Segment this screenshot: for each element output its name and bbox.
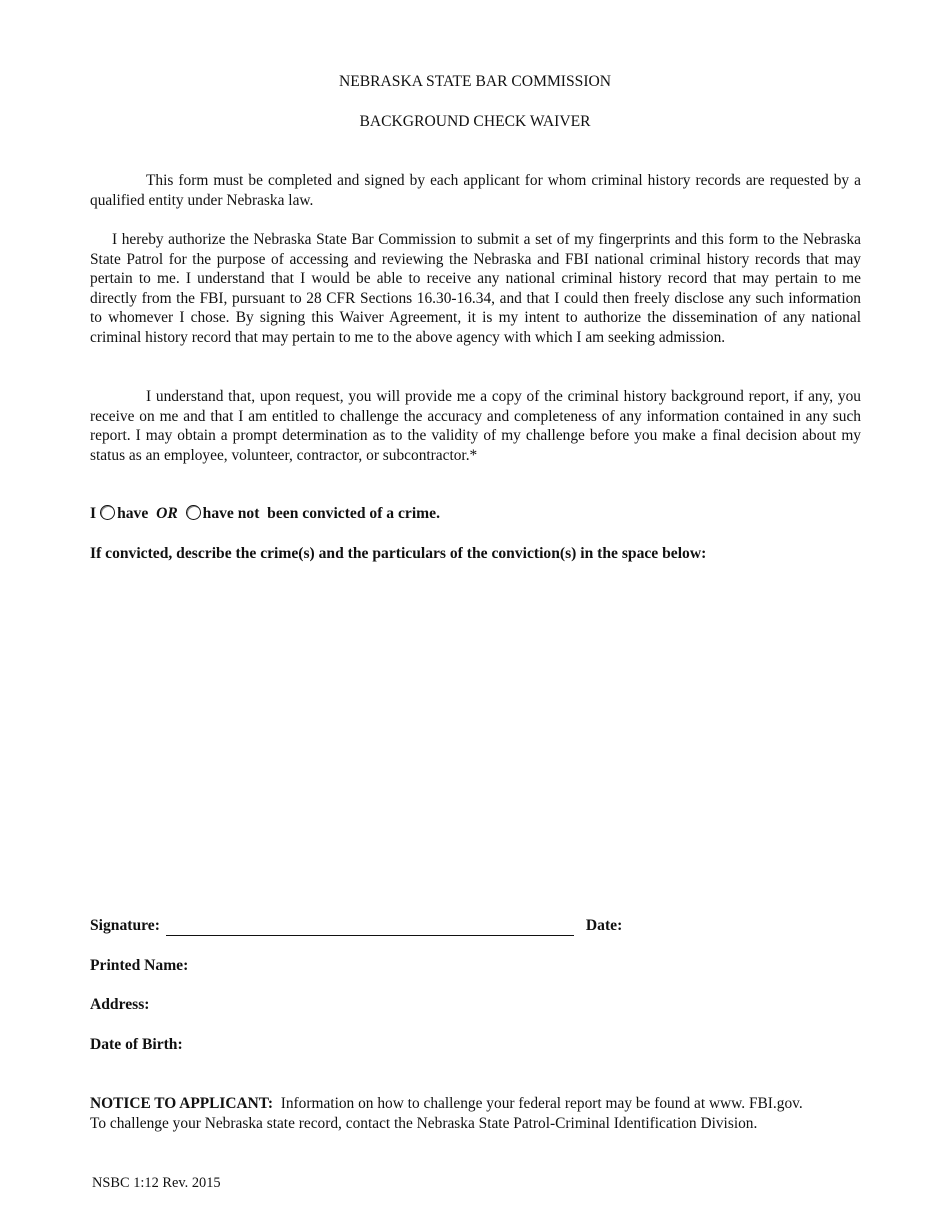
rights-paragraph: I understand that, upon request, you will provide me a copy of the criminal history background report, if any, you receive on me and that I am entitled to challenge the accuracy and completeness of any information contained in any such report. I may obtain a prompt determination as to the validity of my challenge before you make a final decision about my status as an employee, volunteer, contractor, or subcontractor.* [90, 388, 861, 464]
notice-to-applicant [90, 1094, 810, 1133]
notice-heading: NOTICE TO APPLICANT: [90, 1095, 274, 1112]
date-label: Date: [585, 917, 623, 934]
or-label: OR [156, 505, 178, 522]
have-not-label: have not been convicted of a crime. [202, 505, 440, 522]
authorization-paragraph: I hereby authorize the Nebraska State Bar Commission to submit a set of my fingerprints and this form to the Nebraska State Patrol for the purpose of accessing and reviewing the Nebraska and FBI national criminal history records that may pertain to me. I understand that I would be able to receive any national criminal history record that may pertain to me directly from the FBI, pursuant to 28 CFR Sections 16.30-16.34, and that I could then freely disclose any such information to whomever I chose. By signing this Waiver Agreement, it is my intent to authorize the dissemination of any national criminal history record that may pertain to me to the above agency with which I am seeking admission. [90, 231, 861, 346]
document-subtitle: BACKGROUND CHECK WAIVER [359, 113, 591, 130]
date-of-birth-label: Date of Birth: [90, 1036, 183, 1053]
document-title: NEBRASKA STATE BAR COMMISSION [338, 73, 612, 90]
conviction-describe-prompt: If convicted, describe the crime(s) and the particulars of the conviction(s) in the space below: [90, 545, 707, 562]
printed-name-label: Printed Name: [90, 957, 189, 974]
have-radio-button[interactable] [100, 505, 115, 520]
signature-row [90, 916, 622, 936]
signature-field[interactable] [166, 919, 574, 936]
have-not-radio-button[interactable] [186, 505, 201, 520]
form-id: NSBC 1:12 Rev. 2015 [92, 1175, 221, 1191]
address-label: Address: [90, 996, 150, 1013]
signature-label: Signature: [90, 917, 160, 934]
conviction-question [90, 504, 440, 524]
intro-paragraph: This form must be completed and signed by each applicant for whom criminal history records are requested by a qualified entity under Nebraska law. [90, 172, 861, 209]
have-label: have [117, 505, 149, 522]
conviction-prefix: I [90, 505, 97, 522]
notice-text: Information on how to challenge your federal report may be found at www. FBI.gov. To challenge your Nebraska state record, contact the Nebraska State Patrol-Criminal Identification Division. [90, 1095, 803, 1132]
spacer [148, 504, 156, 524]
spacer [178, 504, 182, 524]
conviction-description-area[interactable] [90, 572, 861, 892]
